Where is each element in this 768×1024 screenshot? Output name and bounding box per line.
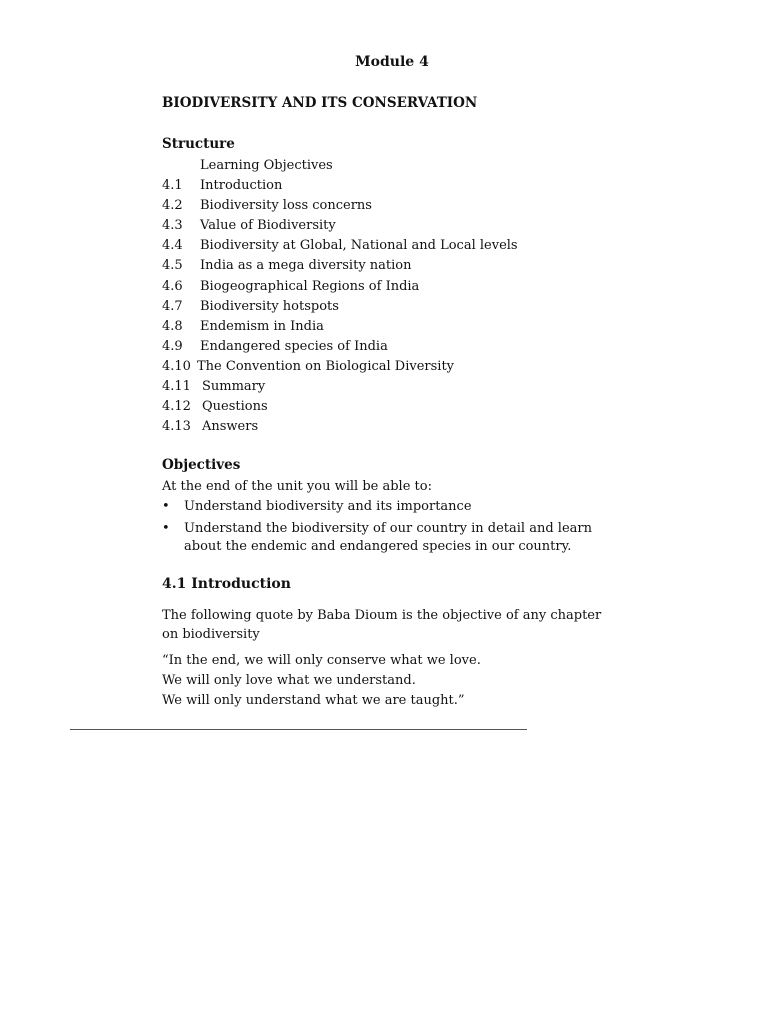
structure-item-number: 4.1: [162, 178, 183, 194]
structure-item-label: India as a mega diversity nation: [200, 258, 412, 274]
objective-text: Understand the biodiversity of our country in detail and learn about the endemic and endangered species in our country.: [184, 520, 592, 554]
structure-item-number: 4.12: [162, 399, 191, 415]
divider: [70, 729, 527, 730]
objectives-list: [162, 498, 602, 560]
structure-item-label: Endangered species of India: [200, 338, 388, 354]
structure-item-number: 4.9: [162, 338, 183, 354]
structure-item-label: The Convention on Biological Diversity: [197, 358, 455, 374]
introduction-paragraph: The following quote by Baba Dioum is the objective of any chapter on biodiversity: [162, 608, 602, 642]
quote-line: “In the end, we will only conserve what we love.: [162, 653, 481, 668]
structure-item-number: 4.4: [162, 238, 183, 254]
structure-item-number: 4.11: [162, 379, 191, 395]
structure-item-label: Value of Biodiversity: [200, 218, 336, 234]
structure-item-label: Biodiversity hotspots: [200, 298, 339, 314]
module-heading: Module 4: [355, 54, 429, 70]
structure-item-label: Answers: [202, 419, 259, 435]
quote-block: [162, 651, 481, 711]
objectives-heading: Objectives: [162, 457, 241, 473]
structure-item-number: 4.7: [162, 298, 183, 314]
quote-line: We will only understand what we are taught.”: [162, 693, 465, 708]
objectives-intro: At the end of the unit you will be able to:: [162, 479, 432, 494]
structure-item-label: Introduction: [200, 178, 283, 194]
structure-item-label: Questions: [202, 399, 268, 415]
objective-item: [162, 498, 602, 517]
structure-item-label: Summary: [202, 379, 266, 395]
objective-text: Understand biodiversity and its importance: [184, 499, 472, 514]
structure-item-number: 4.2: [162, 198, 183, 214]
bullet-icon: •: [162, 520, 170, 536]
structure-item-label: Biogeographical Regions of India: [200, 278, 420, 294]
structure-item-label: Endemism in India: [200, 318, 324, 334]
structure-item-label: Biodiversity loss concerns: [200, 198, 372, 214]
quote-line: We will only love what we understand.: [162, 673, 416, 688]
bullet-icon: •: [162, 499, 170, 514]
structure-item-number: 4.6: [162, 278, 183, 294]
structure-heading: Structure: [162, 136, 235, 152]
structure-item-label: Learning Objectives: [200, 158, 333, 173]
structure-item-number: 4.10: [162, 358, 191, 374]
structure-item-number: 4.13: [162, 419, 191, 435]
page-title: BIODIVERSITY AND ITS CONSERVATION: [162, 95, 478, 111]
structure-item-number: 4.3: [162, 218, 183, 234]
introduction-heading: 4.1 Introduction: [162, 576, 291, 592]
structure-item-number: 4.8: [162, 318, 183, 334]
structure-item-label: Biodiversity at Global, National and Local levels: [200, 238, 518, 254]
structure-item-number: 4.5: [162, 258, 183, 274]
objective-item: [162, 520, 602, 557]
